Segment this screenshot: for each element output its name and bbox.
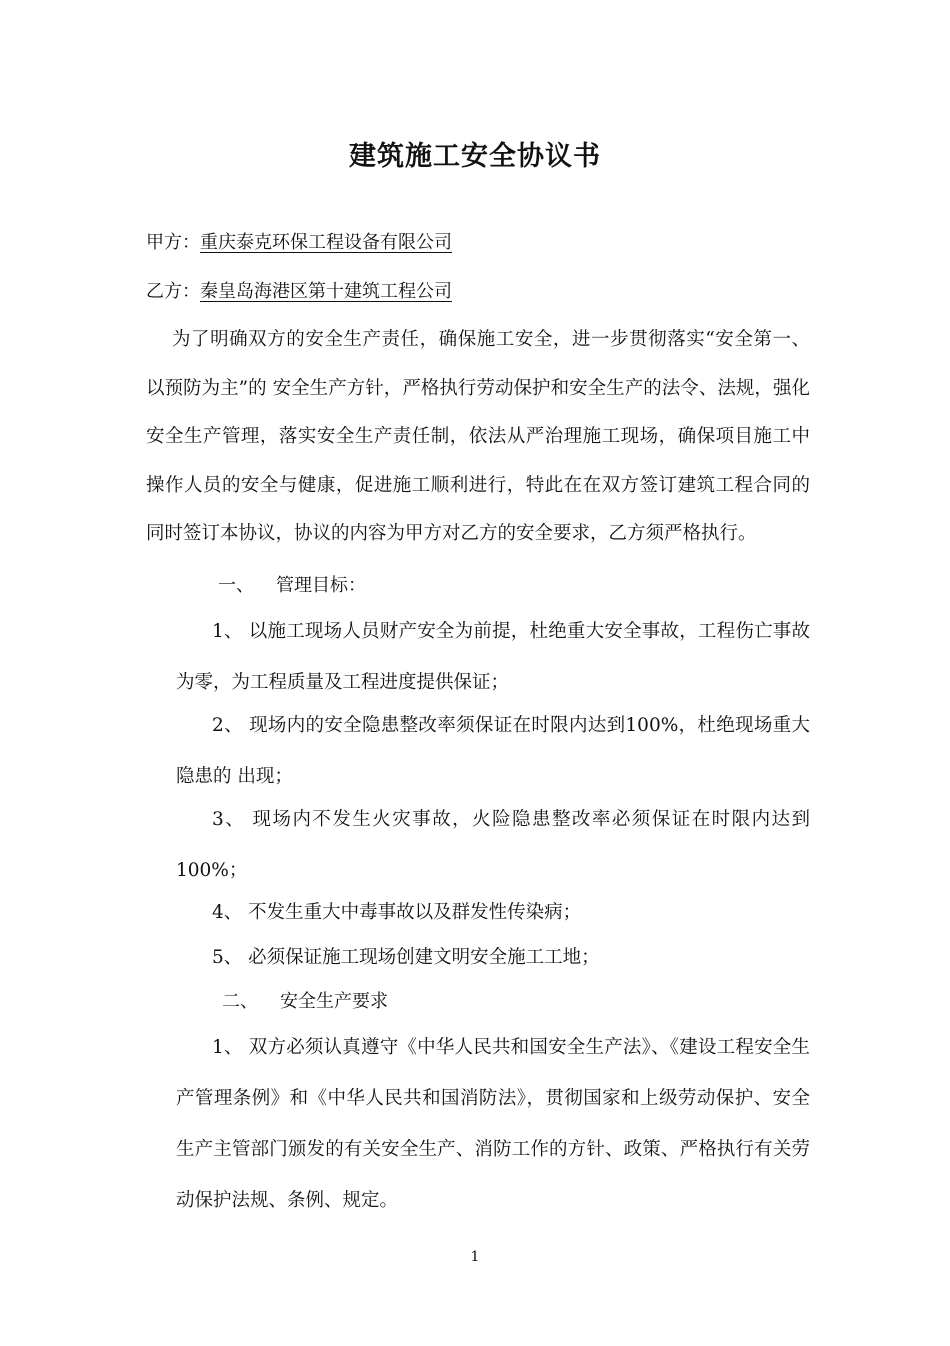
section-heading-2 xyxy=(222,990,388,1014)
list-item: 4、 不发生重大中毒事故以及群发性传染病； xyxy=(212,902,582,923)
party-b-label: 乙方： xyxy=(146,281,200,302)
section-heading-1 xyxy=(218,574,366,598)
list-item: 1、 双方必须认真遵守《中华人民共和国安全生产法》、《建设工程安全生产管理条例》和《中华人民共和国消防法》，贯彻国家和上级劳动保护、安全生产主管部门颁发的有关安全生产、消防工作的方针、政策、严格执行有关劳动保护法规、条例、规定。 xyxy=(176,1037,810,1211)
party-a-label: 甲方： xyxy=(146,232,200,253)
section-title: 安全生产要求 xyxy=(280,991,388,1012)
page-number: 1 xyxy=(470,1249,480,1265)
party-a-line xyxy=(146,231,452,255)
party-b-name: 秦皇岛海港区第十建筑工程公司 xyxy=(200,281,452,302)
list-item: 3、 现场内不发生火灾事故，火险隐患整改率必须保证在时限内达到100%； xyxy=(176,809,810,881)
document-title: 建筑施工安全协议书 xyxy=(349,141,601,172)
section-title: 管理目标： xyxy=(276,575,366,596)
list-item: 2、 现场内的安全隐患整改率须保证在时限内达到100%，杜绝现场重大隐患的 出现； xyxy=(176,715,810,787)
list-item: 5、 必须保证施工现场创建文明安全施工工地； xyxy=(212,947,600,968)
intro-paragraph: 为了明确双方的安全生产责任，确保施工安全，进一步贯彻落实“安全第一、以预防为主”的 安全生产方针，严格执行劳动保护和安全生产的法令、法规，强化安全生产管理，落实安全生产责任制，依法从严治理施工现场，确保项目施工中操作人员的安全与健康，促进施工顺利进行，特此在在双方签订建筑工程合同的同时签订本协议，协议的内容为甲方对乙方的安全要求，乙方须严格执行。 xyxy=(146,329,810,544)
party-a-name: 重庆泰克环保工程设备有限公司 xyxy=(200,232,452,253)
section-number: 一、 xyxy=(218,575,254,596)
section-number: 二、 xyxy=(222,991,258,1012)
list-item: 1、 以施工现场人员财产安全为前提，杜绝重大安全事故，工程伤亡事故为零，为工程质量及工程进度提供保证； xyxy=(176,621,810,693)
party-b-line xyxy=(146,280,452,304)
